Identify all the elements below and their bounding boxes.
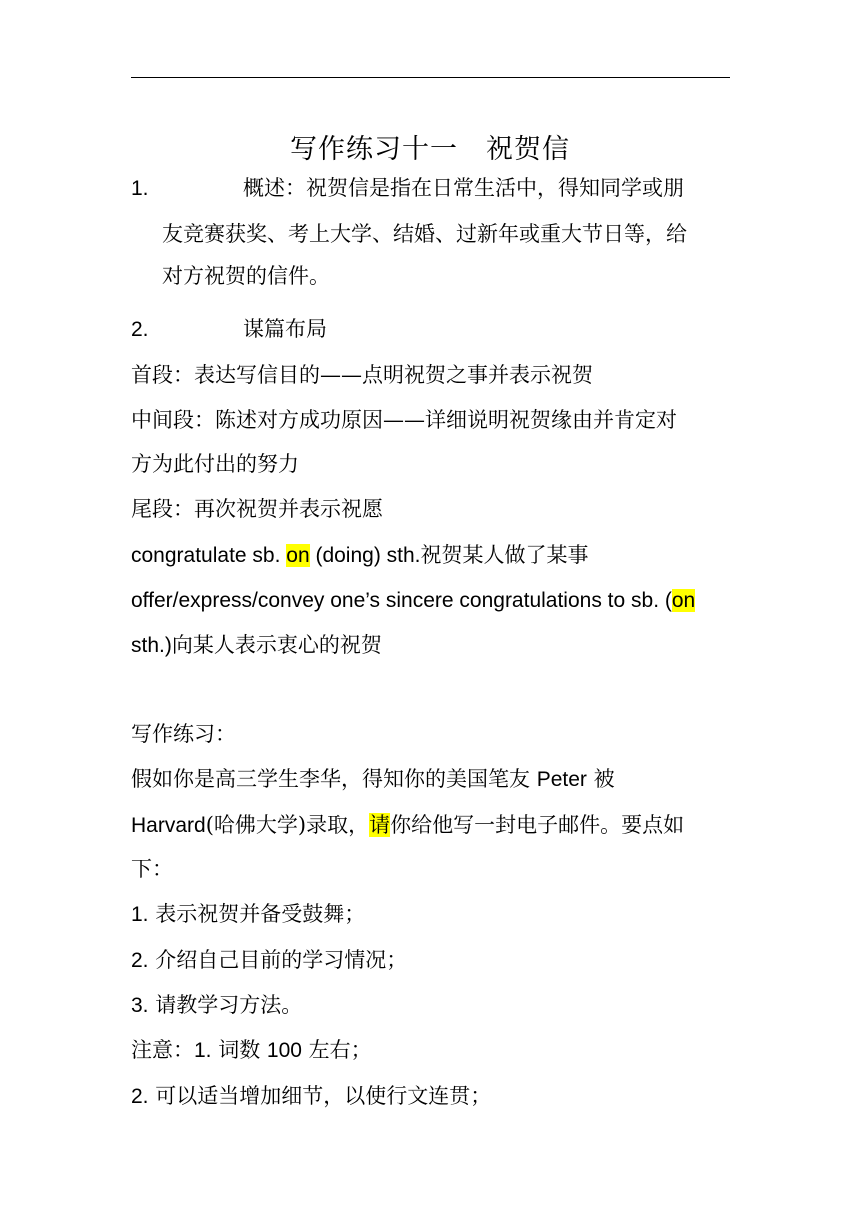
phrase-2-line-1: offer/express/convey one’s sincere congratulations to sb. (on: [131, 589, 696, 612]
middle-paragraph-line-2: 方为此付出的努力: [131, 452, 299, 476]
overview-line-2: 友竞赛获奖、考上大学、结婚、过新年或重大节日等，给: [162, 222, 687, 246]
header-rule: [131, 77, 730, 78]
highlight: on: [671, 589, 696, 612]
point-item: 2. 介绍自己目前的学习情况；: [131, 948, 408, 972]
overview-text: 概述：祝贺信是指在日常生活中，得知同学或朋: [243, 176, 684, 200]
layout-heading: 谋篇布局: [243, 317, 327, 341]
note-line-1: 注意：1. 词数 100 左右；: [131, 1038, 372, 1062]
overview-line-3: 对方祝贺的信件。: [162, 264, 330, 288]
highlight: 请: [369, 813, 391, 837]
page-title: 写作练习十一 祝贺信: [290, 134, 570, 165]
section-number: 2.: [131, 318, 149, 341]
practice-line-2: Harvard(哈佛大学)录取，请你给他写一封电子邮件。要点如: [131, 813, 685, 837]
point-item: 3. 请教学习方法。: [131, 993, 303, 1017]
highlight: on: [286, 544, 310, 567]
section-number: 1.: [131, 177, 149, 200]
practice-heading: 写作练习：: [131, 722, 236, 746]
practice-line-3: 下：: [131, 857, 173, 881]
phrase-1: congratulate sb. on (doing) sth.祝贺某人做了某事: [131, 543, 589, 567]
layout-heading-line: [131, 314, 327, 345]
middle-paragraph-line-1: 中间段：陈述对方成功原因——详细说明祝贺缘由并肯定对: [131, 408, 677, 432]
first-paragraph-line: 首段：表达写信目的——点明祝贺之事并表示祝贺: [131, 363, 593, 387]
phrase-2-line-2: sth.)向某人表示衷心的祝贺: [131, 633, 382, 657]
last-paragraph-line: 尾段：再次祝贺并表示祝愿: [131, 497, 383, 521]
point-item: 1. 表示祝贺并备受鼓舞；: [131, 902, 366, 926]
note-line-2: 2. 可以适当增加细节，以使行文连贯；: [131, 1084, 492, 1108]
overview-line-1: [131, 173, 684, 204]
practice-line-1: 假如你是高三学生李华，得知你的美国笔友 Peter 被: [131, 767, 615, 791]
